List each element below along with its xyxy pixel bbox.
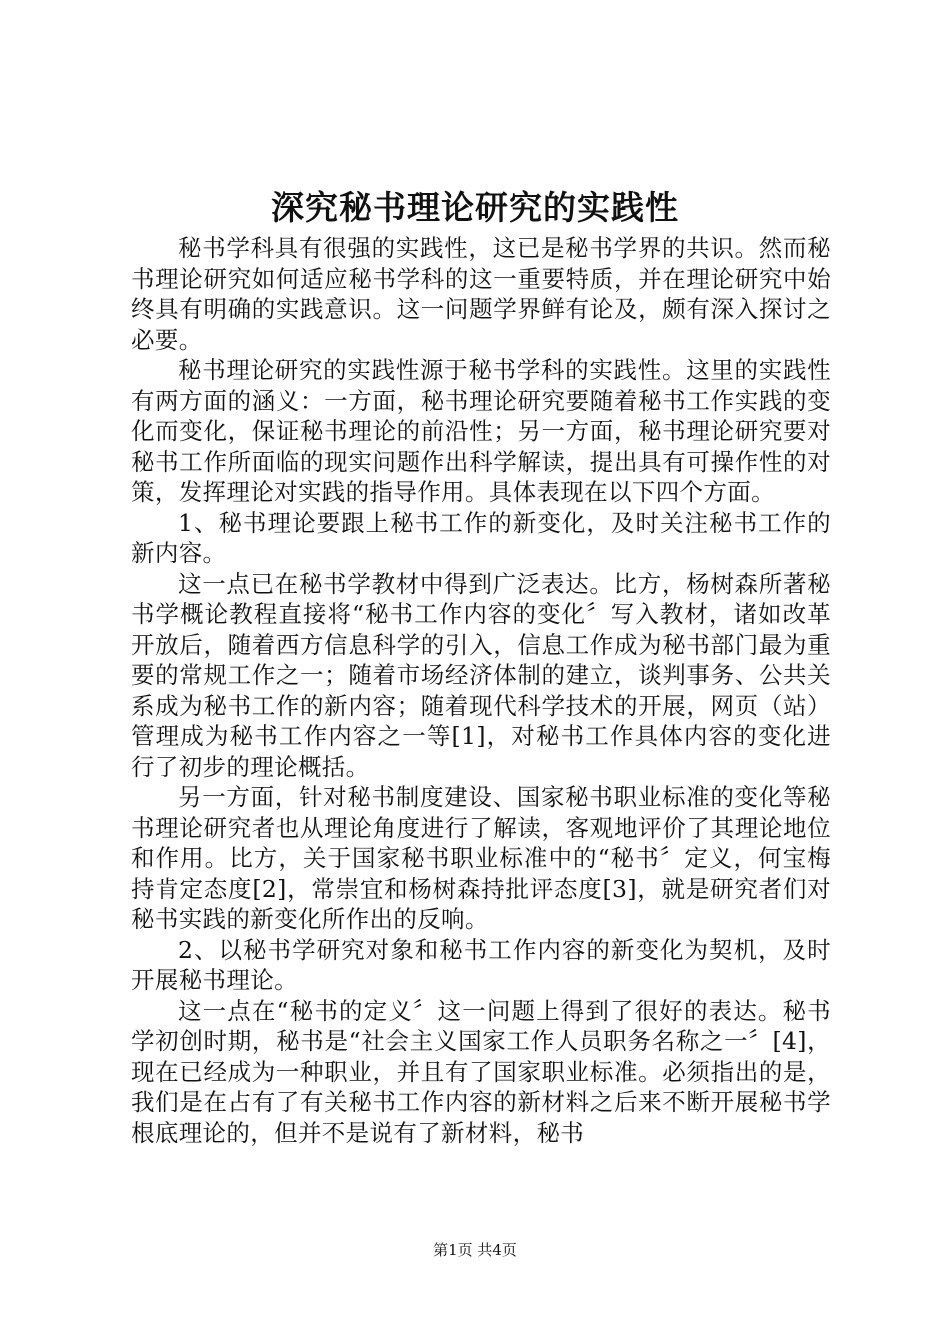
paragraph-point-1-standards: 另一方面，针对秘书制度建设、国家秘书职业标准的变化等秘书理论研究者也从理论角度进行了解读，客观地评价了其理论地位和作用。比方，关于国家秘书职业标准中的“秘书〞定义，何宝梅持肯定态度[2]，常崇宜和杨树森持批评态度[3]，就是研究者们对秘书实践的新变化所作出的反响。: [131, 783, 831, 933]
paragraph-intro: 秘书学科具有很强的实践性，这已是秘书学界的共识。然而秘书理论研究如何适应秘书学科的这一重要特质，并在理论研究中始终具有明确的实践意识。这一问题学界鲜有论及，颇有深入探讨之必要。: [131, 234, 831, 354]
document-title: 深究秘书理论研究的实践性: [271, 188, 679, 227]
document-body: [131, 233, 831, 1148]
paragraph-practicality-source: 秘书理论研究的实践性源于秘书学科的实践性。这里的实践性有两方面的涵义：一方面，秘书理论研究要随着秘书工作实践的变化而变化，保证秘书理论的前沿性；另一方面，秘书理论研究要对秘书工作所面临的现实问题作出科学解读，提出具有可操作性的对策，发挥理论对实践的指导作用。具体表现在以下四个方面。: [131, 356, 831, 506]
paragraph-point-1-textbooks: 这一点已在秘书学教材中得到广泛表达。比方，杨树森所著秘书学概论教程直接将“秘书工作内容的变化〞写入教材，诸如改革开放后，随着西方信息科学的引入，信息工作成为秘书部门最为重要的常规工作之一；随着市场经济体制的建立，谈判事务、公共关系成为秘书工作的新内容；随着现代科学技术的开展，网页（站）管理成为秘书工作内容之一等[1]，对秘书工作具体内容的变化进行了初步的理论概括。: [131, 569, 831, 781]
paragraph-point-2-definition: 这一点在“秘书的定义〞这一问题上得到了很好的表达。秘书学初创时期，秘书是“社会主义国家工作人员职务名称之一〞[4]，现在已经成为一种职业，并且有了国家职业标准。必须指出的是，我们是在占有了有关秘书工作内容的新材料之后来不断开展秘书学根底理论的，但并不是说有了新材料，秘书: [131, 996, 831, 1147]
paragraph-point-2-heading: 2、以秘书学研究对象和秘书工作内容的新变化为契机，及时开展秘书理论。: [131, 935, 831, 994]
page-footer: 第1页 共4页: [433, 1241, 517, 1259]
paragraph-point-1-heading: 1、秘书理论要跟上秘书工作的新变化，及时关注秘书工作的新内容。: [131, 508, 831, 567]
